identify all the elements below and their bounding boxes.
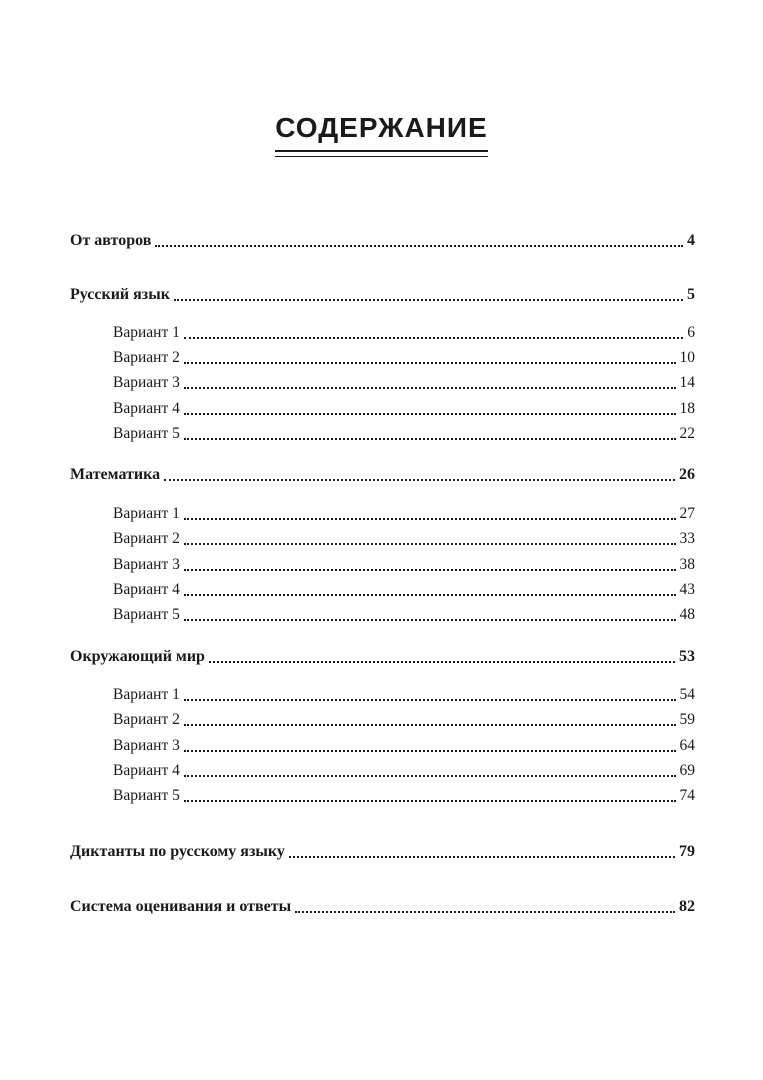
dot-leader (184, 569, 676, 571)
dot-leader (184, 594, 676, 596)
dot-leader (184, 362, 676, 364)
toc-subentry[interactable] (113, 527, 695, 551)
toc-subentry-page: 43 (679, 581, 695, 598)
dot-leader (155, 245, 683, 247)
toc-subentry-label: Вариант 1 (113, 324, 180, 341)
toc-subentry-label: Вариант 4 (113, 762, 180, 779)
toc-entry-label: От авторов (70, 232, 152, 249)
toc-subentry-label: Вариант 4 (113, 400, 180, 417)
dot-leader (184, 699, 676, 701)
toc-entry-page: 53 (679, 648, 695, 665)
toc-subentry-page: 64 (679, 737, 695, 754)
toc-entry-label: Система оценивания и ответы (70, 898, 292, 915)
dot-leader (209, 661, 675, 663)
page-title: СОДЕРЖАНИЕ (275, 112, 487, 152)
toc-subentry[interactable] (113, 371, 695, 395)
dot-leader (184, 413, 676, 415)
toc-subentry[interactable] (113, 759, 695, 783)
dot-leader (289, 856, 675, 858)
toc-subentry-page: 10 (679, 349, 695, 366)
toc-entry-label: Диктанты по русскому языку (70, 843, 285, 860)
toc-entry-from-authors[interactable] (70, 229, 695, 253)
toc-subentry-page: 22 (679, 425, 695, 442)
toc-subentry-page: 38 (679, 556, 695, 573)
toc-entry-label: Окружающий мир (70, 648, 205, 665)
dot-leader (295, 911, 675, 913)
toc-subentry[interactable] (113, 502, 695, 526)
toc-subentry[interactable] (113, 321, 695, 345)
toc-subentry[interactable] (113, 346, 695, 370)
toc-subentry-page: 14 (679, 374, 695, 391)
dot-leader (184, 775, 676, 777)
toc-subentry[interactable] (113, 784, 695, 808)
toc-entry-russian[interactable] (70, 283, 695, 307)
toc-subentry[interactable] (113, 603, 695, 627)
dot-leader (184, 619, 676, 621)
toc-subentry-label: Вариант 2 (113, 349, 180, 366)
toc-subentry-label: Вариант 3 (113, 374, 180, 391)
toc-subentry-label: Вариант 5 (113, 606, 180, 623)
toc-subentry-page: 59 (679, 711, 695, 728)
toc-entry-math[interactable] (70, 463, 695, 487)
toc-subentry[interactable] (113, 683, 695, 707)
toc-subentry-label: Вариант 3 (113, 737, 180, 754)
toc-entry-grading[interactable] (70, 895, 695, 919)
toc-entry-dictations[interactable] (70, 840, 695, 864)
toc-subentry[interactable] (113, 553, 695, 577)
toc-entry-world[interactable] (70, 645, 695, 669)
toc-subentry-page: 74 (679, 787, 695, 804)
dot-leader (184, 337, 683, 339)
dot-leader (184, 438, 676, 440)
dot-leader (184, 543, 676, 545)
dot-leader (184, 750, 676, 752)
toc-subentry[interactable] (113, 578, 695, 602)
toc-entry-page: 4 (687, 232, 695, 249)
toc-subentry-label: Вариант 4 (113, 581, 180, 598)
toc-subentry[interactable] (113, 708, 695, 732)
toc-subentry-label: Вариант 5 (113, 787, 180, 804)
toc-entry-label: Русский язык (70, 286, 170, 303)
toc-subentry-page: 48 (679, 606, 695, 623)
toc-subentry[interactable] (113, 422, 695, 446)
dot-leader (184, 518, 676, 520)
toc-subentry[interactable] (113, 397, 695, 421)
toc-subentry-label: Вариант 1 (113, 686, 180, 703)
toc-entry-page: 5 (687, 286, 695, 303)
dot-leader (174, 299, 683, 301)
dot-leader (184, 387, 676, 389)
toc-subentry-page: 54 (679, 686, 695, 703)
toc-entry-label: Математика (70, 466, 161, 483)
toc-subentry-page: 33 (679, 530, 695, 547)
toc-entry-page: 82 (679, 898, 695, 915)
toc-subentry-label: Вариант 1 (113, 505, 180, 522)
toc-subentry-page: 27 (679, 505, 695, 522)
dot-leader (184, 800, 676, 802)
toc-subentry-page: 18 (679, 400, 695, 417)
toc-subentry-page: 6 (687, 324, 695, 341)
toc-subentry-label: Вариант 5 (113, 425, 180, 442)
toc-subentry-page: 69 (679, 762, 695, 779)
title-wrap (0, 112, 763, 152)
dot-leader (164, 479, 675, 481)
toc-subentry[interactable] (113, 734, 695, 758)
toc-entry-page: 26 (679, 466, 695, 483)
dot-leader (184, 724, 676, 726)
toc-entry-page: 79 (679, 843, 695, 860)
toc-subentry-label: Вариант 2 (113, 711, 180, 728)
toc-subentry-label: Вариант 2 (113, 530, 180, 547)
toc-subentry-label: Вариант 3 (113, 556, 180, 573)
